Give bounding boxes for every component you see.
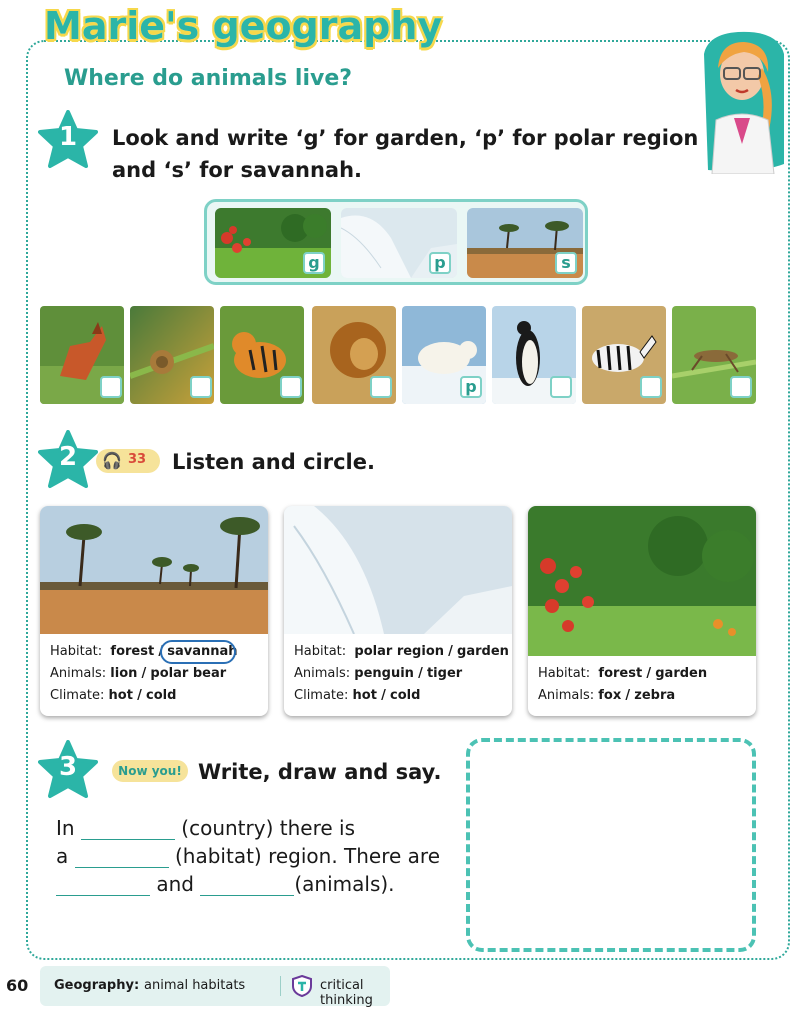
drawing-area[interactable] [466,738,756,952]
card1-habitat-label: Habitat: [50,644,103,659]
habitat-card-savannah [40,506,268,716]
answer-box-polar-bear[interactable]: p [460,376,482,398]
card1-animals-opt2[interactable]: polar bear [150,666,227,681]
card1-habitat-opt2[interactable]: savannah [167,644,238,659]
exercise-1-number: 1 [58,122,78,152]
exercise-3-number: 3 [58,752,78,782]
answer-box-fox[interactable] [100,376,122,398]
answer-box-penguin[interactable] [550,376,572,398]
answer-circle [160,640,236,664]
footer-divider [280,976,281,996]
card2-climate-line: Climate: hot / cold [294,688,421,703]
exercise-1-instruction-line2: and ‘s’ for savannah. [112,158,362,182]
card3-habitat-opt1[interactable]: forest [598,666,643,681]
card1-animals-opt1[interactable]: lion [110,666,138,681]
card2-habitat-opt1[interactable]: polar region [354,644,444,659]
marie-avatar [698,24,788,174]
footer-subject: Geography: [54,978,140,993]
track-number: 33 [128,452,147,467]
footer-topic: animal habitats [144,978,246,993]
example-answer-polar: p [429,252,451,274]
card3-animals-opt1[interactable]: fox [598,688,622,703]
card2-climate-opt1[interactable]: hot [352,688,377,703]
card3-habitat-line: Habitat: forest / garden [538,666,708,681]
example-strip [204,199,588,285]
page-number: 60 [6,976,29,995]
habitat-card-polar [284,506,512,716]
card1-climate-line: Climate: hot / cold [50,688,177,703]
card3-animals-opt2[interactable]: zebra [634,688,676,703]
card1-climate-opt1[interactable]: hot [108,688,133,703]
page-title: Marie's geography [44,4,443,48]
habitat-card-garden [528,506,756,716]
card3-habitat-opt2[interactable]: garden [655,666,708,681]
page-subtitle: Where do animals live? [64,66,353,91]
animal-blank-2[interactable] [200,876,294,896]
card-photo-polar [284,506,512,634]
exercise-1-star [38,110,98,170]
card-photo-savannah [40,506,268,634]
exercise-1-instruction-line1: Look and write ‘g’ for garden, ‘p’ for polar region [112,126,699,150]
exercise-2-number: 2 [58,442,78,472]
card2-animals-line: Animals: penguin / tiger [294,666,463,681]
country-blank[interactable] [81,820,175,840]
animal-blank-1[interactable] [56,876,150,896]
answer-box-zebra[interactable] [640,376,662,398]
exercise-3-instruction: Write, draw and say. [198,760,442,784]
critical-thinking-shield-icon [292,975,312,997]
answer-box-tiger[interactable] [280,376,302,398]
answer-box-snail[interactable] [190,376,212,398]
sentence-line-1 [56,816,355,840]
card2-animals-opt1[interactable]: penguin [354,666,414,681]
example-answer-savannah: s [555,252,577,274]
card3-animals-line: Animals: fox / zebra [538,688,676,703]
audio-track-badge[interactable] [96,449,160,473]
card2-animals-opt2[interactable]: tiger [426,666,463,681]
sentence-line-2 [56,844,440,868]
card3-habitat-label: Habitat: [538,666,591,681]
card2-habitat-opt2[interactable]: garden [457,644,509,659]
title-block [44,4,442,48]
card1-climate-opt2[interactable]: cold [145,688,177,703]
footer-skill: critical thinking [320,978,373,1008]
card1-animals-label: Animals: [50,666,107,681]
exercise-2-instruction: Listen and circle. [172,450,375,474]
sentence-text: (habitat) region. There are [174,844,441,868]
card-photo-garden [528,506,756,656]
card1-habitat-line: Habitat: forest / savannah [50,644,238,659]
card1-habitat-opt1[interactable]: forest [110,644,155,659]
card2-habitat-label: Habitat: [294,644,347,659]
card1-animals-line: Animals: lion / polar bear [50,666,227,681]
sentence-text: (country) there is [181,816,355,840]
card2-habitat-line: Habitat: polar region / garden [294,644,509,659]
card1-climate-label: Climate: [50,688,105,703]
sentence-text: a [56,844,69,868]
sentence-line-3 [56,872,395,896]
exercise-3-star [38,740,98,800]
card2-animals-label: Animals: [294,666,351,681]
sentence-text: and [156,872,194,896]
sentence-text: (animals). [294,872,395,896]
now-you-badge: Now you! [112,760,188,782]
answer-box-grasshopper[interactable] [730,376,752,398]
card3-animals-label: Animals: [538,688,595,703]
footer-bar [40,966,390,1006]
example-answer-garden: g [303,252,325,274]
card2-climate-opt2[interactable]: cold [389,688,421,703]
headphones-icon: 🎧 [102,451,122,470]
habitat-blank[interactable] [75,848,169,868]
answer-box-lion[interactable] [370,376,392,398]
card2-climate-label: Climate: [294,688,349,703]
sentence-text: In [56,816,75,840]
exercise-2-star [38,430,98,490]
